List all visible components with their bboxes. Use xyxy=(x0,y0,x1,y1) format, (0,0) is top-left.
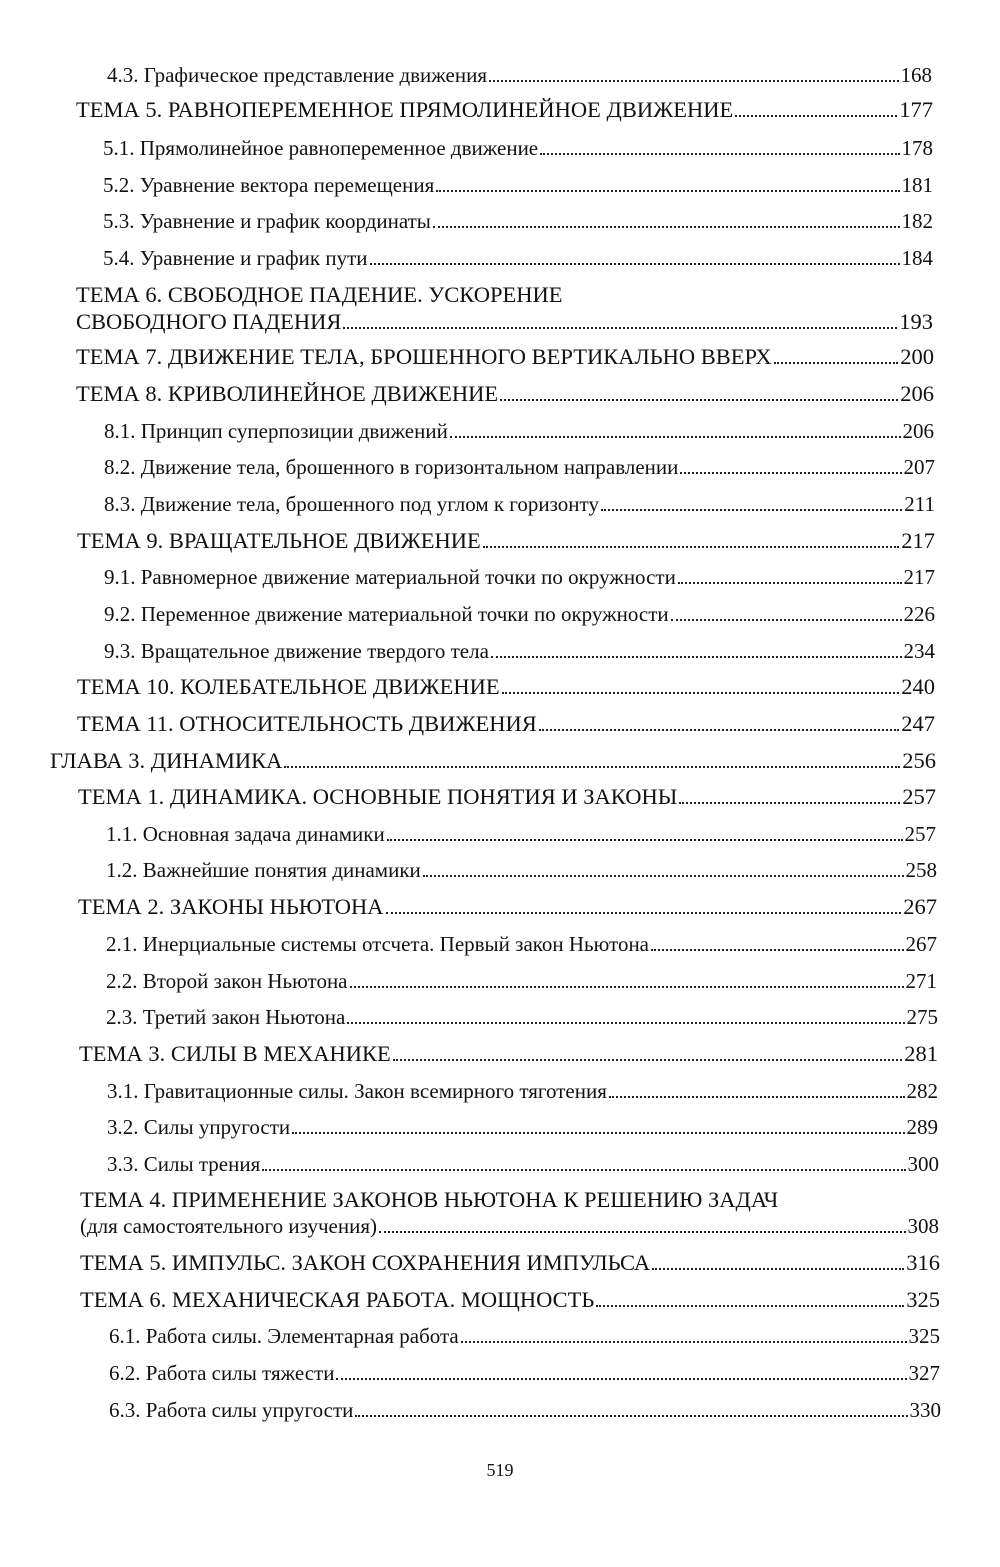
dot-leader xyxy=(489,80,899,82)
toc-entry-page: 217 xyxy=(901,528,935,553)
dot-leader xyxy=(680,472,901,474)
toc-entry-page: 327 xyxy=(908,1361,940,1385)
toc-entry-title: 6.3. Работа силы упругости xyxy=(109,1398,354,1422)
toc-entry-page: 282 xyxy=(906,1079,938,1103)
toc-entry-title: 5.1. Прямолинейное равнопеременное движение xyxy=(103,136,539,160)
dot-leader xyxy=(651,949,903,951)
dot-leader xyxy=(350,986,904,988)
toc-entry[interactable] xyxy=(104,638,935,664)
dot-leader xyxy=(596,1305,904,1307)
toc-entry-title: 8.1. Принцип суперпозиции движений xyxy=(104,419,448,443)
toc-entry-title: ТЕМА 8. КРИВОЛИНЕЙНОЕ ДВИЖЕНИЕ xyxy=(76,381,499,406)
toc-entry-page: 178 xyxy=(901,136,933,160)
dot-leader xyxy=(370,263,900,265)
dot-leader xyxy=(292,1132,904,1134)
dot-leader xyxy=(379,1231,906,1233)
toc-entry[interactable] xyxy=(104,454,935,480)
toc-entry-page: 207 xyxy=(903,455,935,479)
toc-entry[interactable] xyxy=(103,135,933,161)
dot-leader xyxy=(491,656,902,658)
toc-entry[interactable] xyxy=(76,97,933,123)
toc-entry[interactable] xyxy=(79,1041,938,1067)
toc-entry[interactable] xyxy=(106,1004,938,1030)
toc-entry[interactable] xyxy=(109,1323,940,1349)
toc-entry-title: 6.2. Работа силы тяжести xyxy=(109,1361,335,1385)
toc-entry-page: 289 xyxy=(906,1115,938,1139)
dot-leader xyxy=(609,1096,905,1098)
toc-entry[interactable] xyxy=(80,1213,939,1239)
toc-entry-page: 275 xyxy=(906,1005,938,1029)
toc-entry-page: 300 xyxy=(907,1152,939,1176)
toc-entry-title: ТЕМА 2. ЗАКОНЫ НЬЮТОНА xyxy=(78,894,384,919)
dot-leader xyxy=(387,839,903,841)
toc-entry[interactable] xyxy=(78,784,936,810)
toc-entry-page: 258 xyxy=(905,858,937,882)
dot-leader xyxy=(671,619,902,621)
dot-leader xyxy=(735,115,897,117)
dot-leader xyxy=(652,1268,904,1270)
toc-entry-title: 5.3. Уравнение и график координаты xyxy=(103,209,431,233)
toc-entry-page: 226 xyxy=(903,602,935,626)
dot-leader xyxy=(433,226,900,228)
toc-entry[interactable] xyxy=(76,344,934,370)
dot-leader xyxy=(450,436,901,438)
toc-entry[interactable] xyxy=(109,1360,940,1386)
toc-entry[interactable] xyxy=(77,674,935,700)
dot-leader xyxy=(343,327,897,329)
dot-leader xyxy=(423,875,904,877)
toc-entry-page: 325 xyxy=(908,1324,940,1348)
toc-entry-page: 184 xyxy=(901,246,933,270)
toc-entry-title: 8.2. Движение тела, брошенного в горизонтальном направлении xyxy=(104,455,679,479)
dot-leader xyxy=(284,766,900,768)
toc-entry-page: 181 xyxy=(901,173,933,197)
toc-entry-title: ТЕМА 5. ИМПУЛЬС. ЗАКОН СОХРАНЕНИЯ ИМПУЛЬСА xyxy=(80,1250,651,1275)
toc-entry[interactable] xyxy=(80,1287,940,1313)
toc-entry[interactable] xyxy=(107,62,932,88)
dot-leader xyxy=(502,692,900,694)
page-number: 519 xyxy=(486,1460,514,1480)
toc-entry[interactable] xyxy=(103,208,933,234)
toc-entry-page: 217 xyxy=(903,565,935,589)
toc-entry-page: 257 xyxy=(904,822,936,846)
toc-entry[interactable] xyxy=(106,821,936,847)
toc-entry-page: 256 xyxy=(902,748,936,773)
toc-entry-page: 211 xyxy=(904,492,935,516)
toc-entry[interactable] xyxy=(50,748,936,774)
dot-leader xyxy=(539,729,899,731)
toc-entry[interactable] xyxy=(106,968,937,994)
dot-leader xyxy=(461,1341,907,1343)
toc-entry-title: СВОБОДНОГО ПАДЕНИЯ xyxy=(76,309,342,334)
toc-entry-page: 271 xyxy=(905,969,937,993)
toc-entry-title-line1: ТЕМА 6. СВОБОДНОЕ ПАДЕНИЕ. УСКОРЕНИЕ xyxy=(76,282,563,307)
dot-leader xyxy=(355,1415,907,1417)
toc-entry-title: ТЕМА 9. ВРАЩАТЕЛЬНОЕ ДВИЖЕНИЕ xyxy=(77,528,481,553)
toc-entry-title: ТЕМА 10. КОЛЕБАТЕЛЬНОЕ ДВИЖЕНИЕ xyxy=(77,674,500,699)
toc-entry[interactable] xyxy=(104,491,935,517)
dot-leader xyxy=(540,153,899,155)
toc-entry-title: 5.2. Уравнение вектора перемещения xyxy=(103,173,435,197)
dot-leader xyxy=(262,1169,905,1171)
toc-entry-title: ТЕМА 6. МЕХАНИЧЕСКАЯ РАБОТА. МОЩНОСТЬ xyxy=(80,1287,595,1312)
toc-entry[interactable] xyxy=(76,309,933,335)
toc-entry[interactable] xyxy=(76,381,934,407)
toc-entry[interactable] xyxy=(107,1151,939,1177)
dot-leader xyxy=(483,546,900,548)
toc-entry-page: 234 xyxy=(903,639,935,663)
toc-entry[interactable] xyxy=(109,1397,941,1423)
toc-entry-page: 206 xyxy=(902,419,934,443)
dot-leader xyxy=(500,399,898,401)
toc-entry-page: 206 xyxy=(900,381,934,406)
toc-entry-title: 4.3. Графическое представление движения xyxy=(107,63,487,87)
toc-entry-page: 316 xyxy=(906,1250,940,1275)
toc-entry[interactable] xyxy=(107,1114,938,1140)
dot-leader xyxy=(601,509,902,511)
toc-entry-page: 267 xyxy=(905,932,937,956)
toc-entry[interactable] xyxy=(103,172,933,198)
toc-entry-page: 168 xyxy=(900,63,932,87)
toc-entry-title: 6.1. Работа силы. Элементарная работа xyxy=(109,1324,459,1348)
toc-entry[interactable] xyxy=(77,711,935,737)
toc-entry-title: 2.3. Третий закон Ньютона xyxy=(106,1005,346,1029)
toc-entry-title: 8.3. Движение тела, брошенного под углом к горизонту xyxy=(104,492,599,516)
toc-entry-title: 9.1. Равномерное движение материальной точки по окружности xyxy=(104,565,676,589)
toc-entry-title: 2.2. Второй закон Ньютона xyxy=(106,969,348,993)
toc-entry-title-line1: ТЕМА 4. ПРИМЕНЕНИЕ ЗАКОНОВ НЬЮТОНА К РЕШЕНИЮ ЗАДАЧ xyxy=(80,1187,779,1212)
toc-entry[interactable] xyxy=(106,857,937,883)
toc-entry-page: 240 xyxy=(901,674,935,699)
toc-entry-title: ТЕМА 1. ДИНАМИКА. ОСНОВНЫЕ ПОНЯТИЯ И ЗАКОНЫ xyxy=(78,784,678,809)
toc-entry-page: 257 xyxy=(902,784,936,809)
toc-entry-page: 200 xyxy=(900,344,934,369)
dot-leader xyxy=(436,190,899,192)
toc-entry-title: 5.4. Уравнение и график пути xyxy=(103,246,368,270)
toc-entry-title: ТЕМА 5. РАВНОПЕРЕМЕННОЕ ПРЯМОЛИНЕЙНОЕ ДВИЖЕНИЕ xyxy=(76,97,734,122)
toc-entry-title: 3.1. Гравитационные силы. Закон всемирного тяготения xyxy=(107,1079,607,1103)
toc-entry[interactable] xyxy=(80,1250,940,1276)
toc-entry-title: 2.1. Инерциальные системы отсчета. Первый закон Ньютона xyxy=(106,932,650,956)
toc-entry-title: 9.3. Вращательное движение твердого тела xyxy=(104,639,489,663)
toc-entry-page: 267 xyxy=(903,894,937,919)
dot-leader xyxy=(347,1022,904,1024)
dot-leader xyxy=(386,912,902,914)
toc-entry-page: 177 xyxy=(899,97,933,122)
toc-entry[interactable] xyxy=(78,894,937,920)
toc-entry-page: 325 xyxy=(906,1287,940,1312)
dot-leader xyxy=(679,802,900,804)
dot-leader xyxy=(678,582,902,584)
toc-entry[interactable] xyxy=(104,601,935,627)
toc-entry-title: ТЕМА 7. ДВИЖЕНИЕ ТЕЛА, БРОШЕННОГО ВЕРТИКАЛЬНО ВВЕРХ xyxy=(76,344,772,369)
toc-entry-title: ТЕМА 3. СИЛЫ В МЕХАНИКЕ xyxy=(79,1041,391,1066)
toc-entry-title: 3.3. Силы трения xyxy=(107,1152,261,1176)
toc-entry-title: (для самостоятельного изучения) xyxy=(80,1214,377,1238)
toc-entry[interactable] xyxy=(107,1078,938,1104)
toc-entry[interactable] xyxy=(77,528,935,554)
toc-entry-page: 247 xyxy=(901,711,935,736)
toc-entry-title: ТЕМА 11. ОТНОСИТЕЛЬНОСТЬ ДВИЖЕНИЯ xyxy=(77,711,537,736)
toc-entry[interactable] xyxy=(104,418,934,444)
toc-entry[interactable] xyxy=(106,931,937,957)
toc-entry-title: 1.2. Важнейшие понятия динамики xyxy=(106,858,421,882)
toc-entry-title: 1.1. Основная задача динамики xyxy=(106,822,385,846)
toc-entry-title: ГЛАВА 3. ДИНАМИКА xyxy=(50,748,283,773)
dot-leader xyxy=(393,1059,902,1061)
toc-entry-page: 281 xyxy=(904,1041,938,1066)
dot-leader xyxy=(336,1378,906,1380)
toc-entry-page: 330 xyxy=(909,1398,941,1422)
toc-entry-page: 308 xyxy=(907,1214,939,1238)
toc-entry[interactable] xyxy=(104,564,935,590)
dot-leader xyxy=(774,362,899,364)
toc-entry-page: 182 xyxy=(901,209,933,233)
toc-entry-title: 9.2. Переменное движение материальной точки по окружности xyxy=(104,602,669,626)
toc-entry[interactable] xyxy=(103,245,933,271)
toc-entry-page: 193 xyxy=(899,309,933,334)
toc-entry-title: 3.2. Силы упругости xyxy=(107,1115,291,1139)
